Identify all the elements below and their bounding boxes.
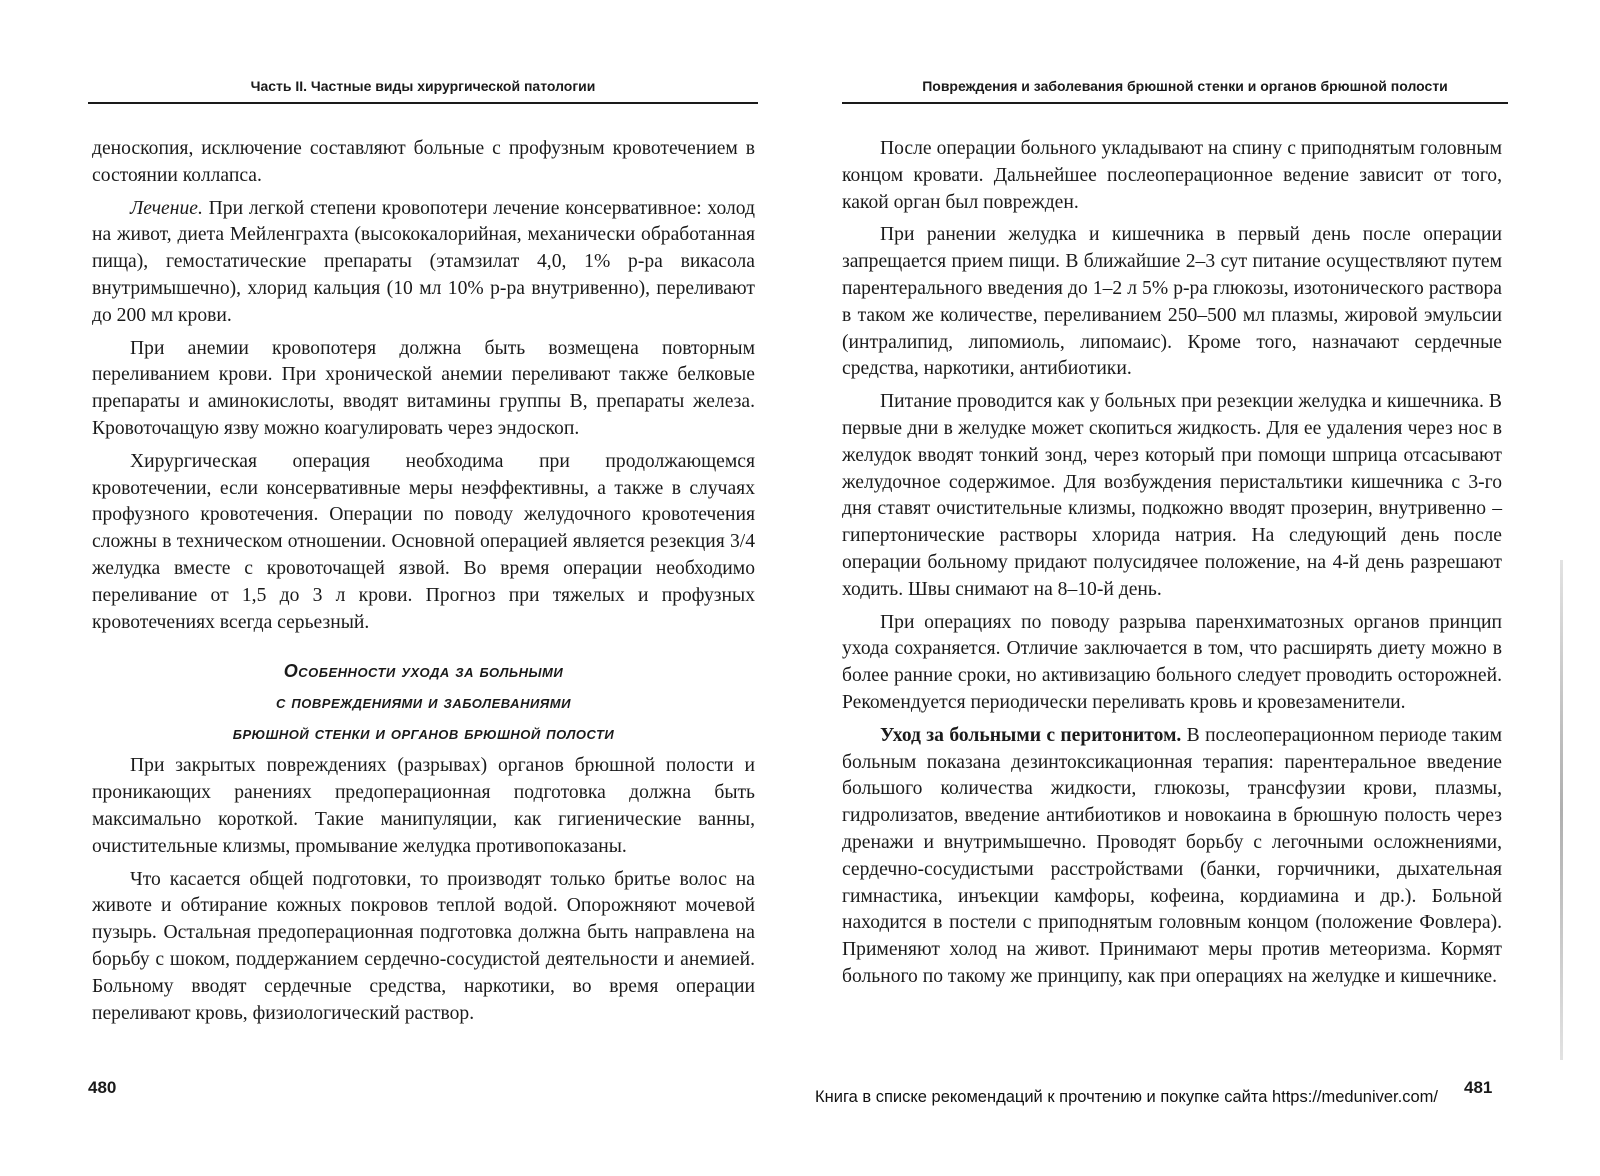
paragraph bbox=[842, 723, 1502, 991]
paragraph-lead: Уход за больными с перитонитом. bbox=[880, 724, 1182, 746]
right-body-text bbox=[842, 136, 1502, 991]
header-rule-right bbox=[842, 102, 1508, 104]
paragraph: Что касается общей подготовки, то производят только бритье волос на животе и обтирание кожных покровов теплой водой. Опорожняют мочевой пузырь. Остальная предоперационная подготовка должна быть направлена на борьбу с шоком, поддержанием сердечно-сосудистой деятельности и анемией. Больному вводят сердечные средства, наркотики, во время операции переливают кровь, физиологический раствор. bbox=[92, 868, 755, 1024]
paragraph: деноскопия, исключение составляют больные с профузным кровотечением в состоянии коллапса. bbox=[92, 138, 755, 186]
paragraph-lead: Лечение. bbox=[130, 197, 203, 219]
paragraph bbox=[92, 196, 755, 330]
header-rule-left bbox=[88, 102, 758, 104]
footer-note: Книга в списке рекомендаций к прочтению и покупке сайта https://meduniver.com/ bbox=[815, 1088, 1438, 1106]
page-number-left: 480 bbox=[88, 1078, 117, 1097]
paragraph: При анемии кровопотеря должна быть возмещена повторным переливанием крови. При хронической анемии переливают также белковые препараты и аминокислоты, вводят витамины группы В, препараты железа. Кровоточащую язву можно коагулировать через эндоскоп. bbox=[92, 337, 755, 439]
left-body-text bbox=[92, 136, 755, 1027]
section-heading-line: Особенности ухода за больными bbox=[283, 661, 564, 682]
section-heading-line: брюшной стенки и органов брюшной полости bbox=[232, 723, 615, 744]
paragraph-text: В послеоперационном периоде таким больным показана дезинтоксикационная терапия: парентеральное введение большого количества жидкости, глюкозы, трансфузии крови, плазмы, гидролизатов, введение антибиотиков и новокаина в брюшную полость через дренажи и внутримышечно. Проводят борьбу с легочными осложнениями, сердечно-сосудистыми расстройствами (банки, горчичники, дыхательная гимнастика, инъекции камфоры, кофеина, кордиамина и др.). Больной находится в постели с приподнятым головным концом (положение Фовлера). Применяют холод на живот. Принимают меры против метеоризма. Кормят больного по такому же принципу, как при операциях на желудке и кишечнике. bbox=[842, 724, 1502, 987]
paragraph: Питание проводится как у больных при резекции желудка и кишечника. В первые дни в желудке может скопиться жидкость. Для ее удаления через нос в желудок вводят тонкий зонд, через который при помощи шприца отсасывают желудочное содержимое. Для возбуждения перистальтики кишечника с 3-го дня ставят очистительные клизмы, подкожно вводят прозерин, внутривенно – гипертонические растворы хлорида натрия. На следующий день после операции больному придают полусидячее положение, на 4-й день разрешают ходить. Швы снимают на 8–10-й день. bbox=[842, 391, 1502, 600]
running-head-right: Повреждения и заболевания брюшной стенки и органов брюшной полости bbox=[922, 78, 1448, 94]
running-head-left: Часть II. Частные виды хирургической патологии bbox=[250, 78, 596, 94]
paragraph: При ранении желудка и кишечника в первый день после операции запрещается прием пищи. В ближайшие 2–3 сут питание осуществляют путем парентерального введения до 1–2 л 5% р-ра глюкозы, изотонического раствора в таком же количестве, переливанием 250–500 мл плазмы, жировой эмульсии (интралипид, липомиоль, липомаис). Кроме того, назначают сердечные средства, наркотики, антибиотики. bbox=[842, 224, 1502, 380]
page-edge-shadow bbox=[1560, 560, 1563, 1060]
section-heading bbox=[92, 656, 755, 749]
page-number-right: 481 bbox=[1464, 1078, 1493, 1097]
section-heading-line: с повреждениями и заболеваниями bbox=[276, 692, 571, 713]
right-page bbox=[800, 0, 1600, 1176]
paragraph: После операции больного укладывают на спину с приподнятым головным концом кровати. Дальнейшее послеоперационное ведение зависит от того, какой орган был поврежден. bbox=[842, 138, 1502, 213]
paragraph: Хирургическая операция необходима при продолжающемся кровотечении, если консервативные меры неэффективны, а также в случаях профузного кровотечения. Операции по поводу желудочного кровотечения сложны в техническом отношении. Основной операцией является резекция 3/4 желудка вместе с кровоточащей язвой. Во время операции необходимо переливание от 1,5 до 3 л крови. Прогноз при тяжелых и профузных кровотечениях всегда серьезный. bbox=[92, 450, 755, 633]
paragraph: При операциях по поводу разрыва паренхиматозных органов принцип ухода сохраняется. Отличие заключается в том, что расширять диету можно в более ранние сроки, но активизацию больного следует проводить осторожней. Рекомендуется периодически переливать кровь и кровезаменители. bbox=[842, 611, 1502, 713]
paragraph-text: При легкой степени кровопотери лечение консервативное: холод на живот, диета Мейленграхта (высококалорийная, механически обработанная пища), гемостатические препараты (этамзилат 4,0, 1% р-ра викасола внутримышечно), хлорид кальция (10 мл 10% р-ра внутривенно), переливают до 200 мл крови. bbox=[92, 197, 755, 326]
paragraph: При закрытых повреждениях (разрывах) органов брюшной полости и проникающих ранениях предоперационная подготовка должна быть максимально короткой. Такие манипуляции, как гигиенические ванны, очистительные клизмы, промывание желудка противопоказаны. bbox=[92, 755, 755, 857]
